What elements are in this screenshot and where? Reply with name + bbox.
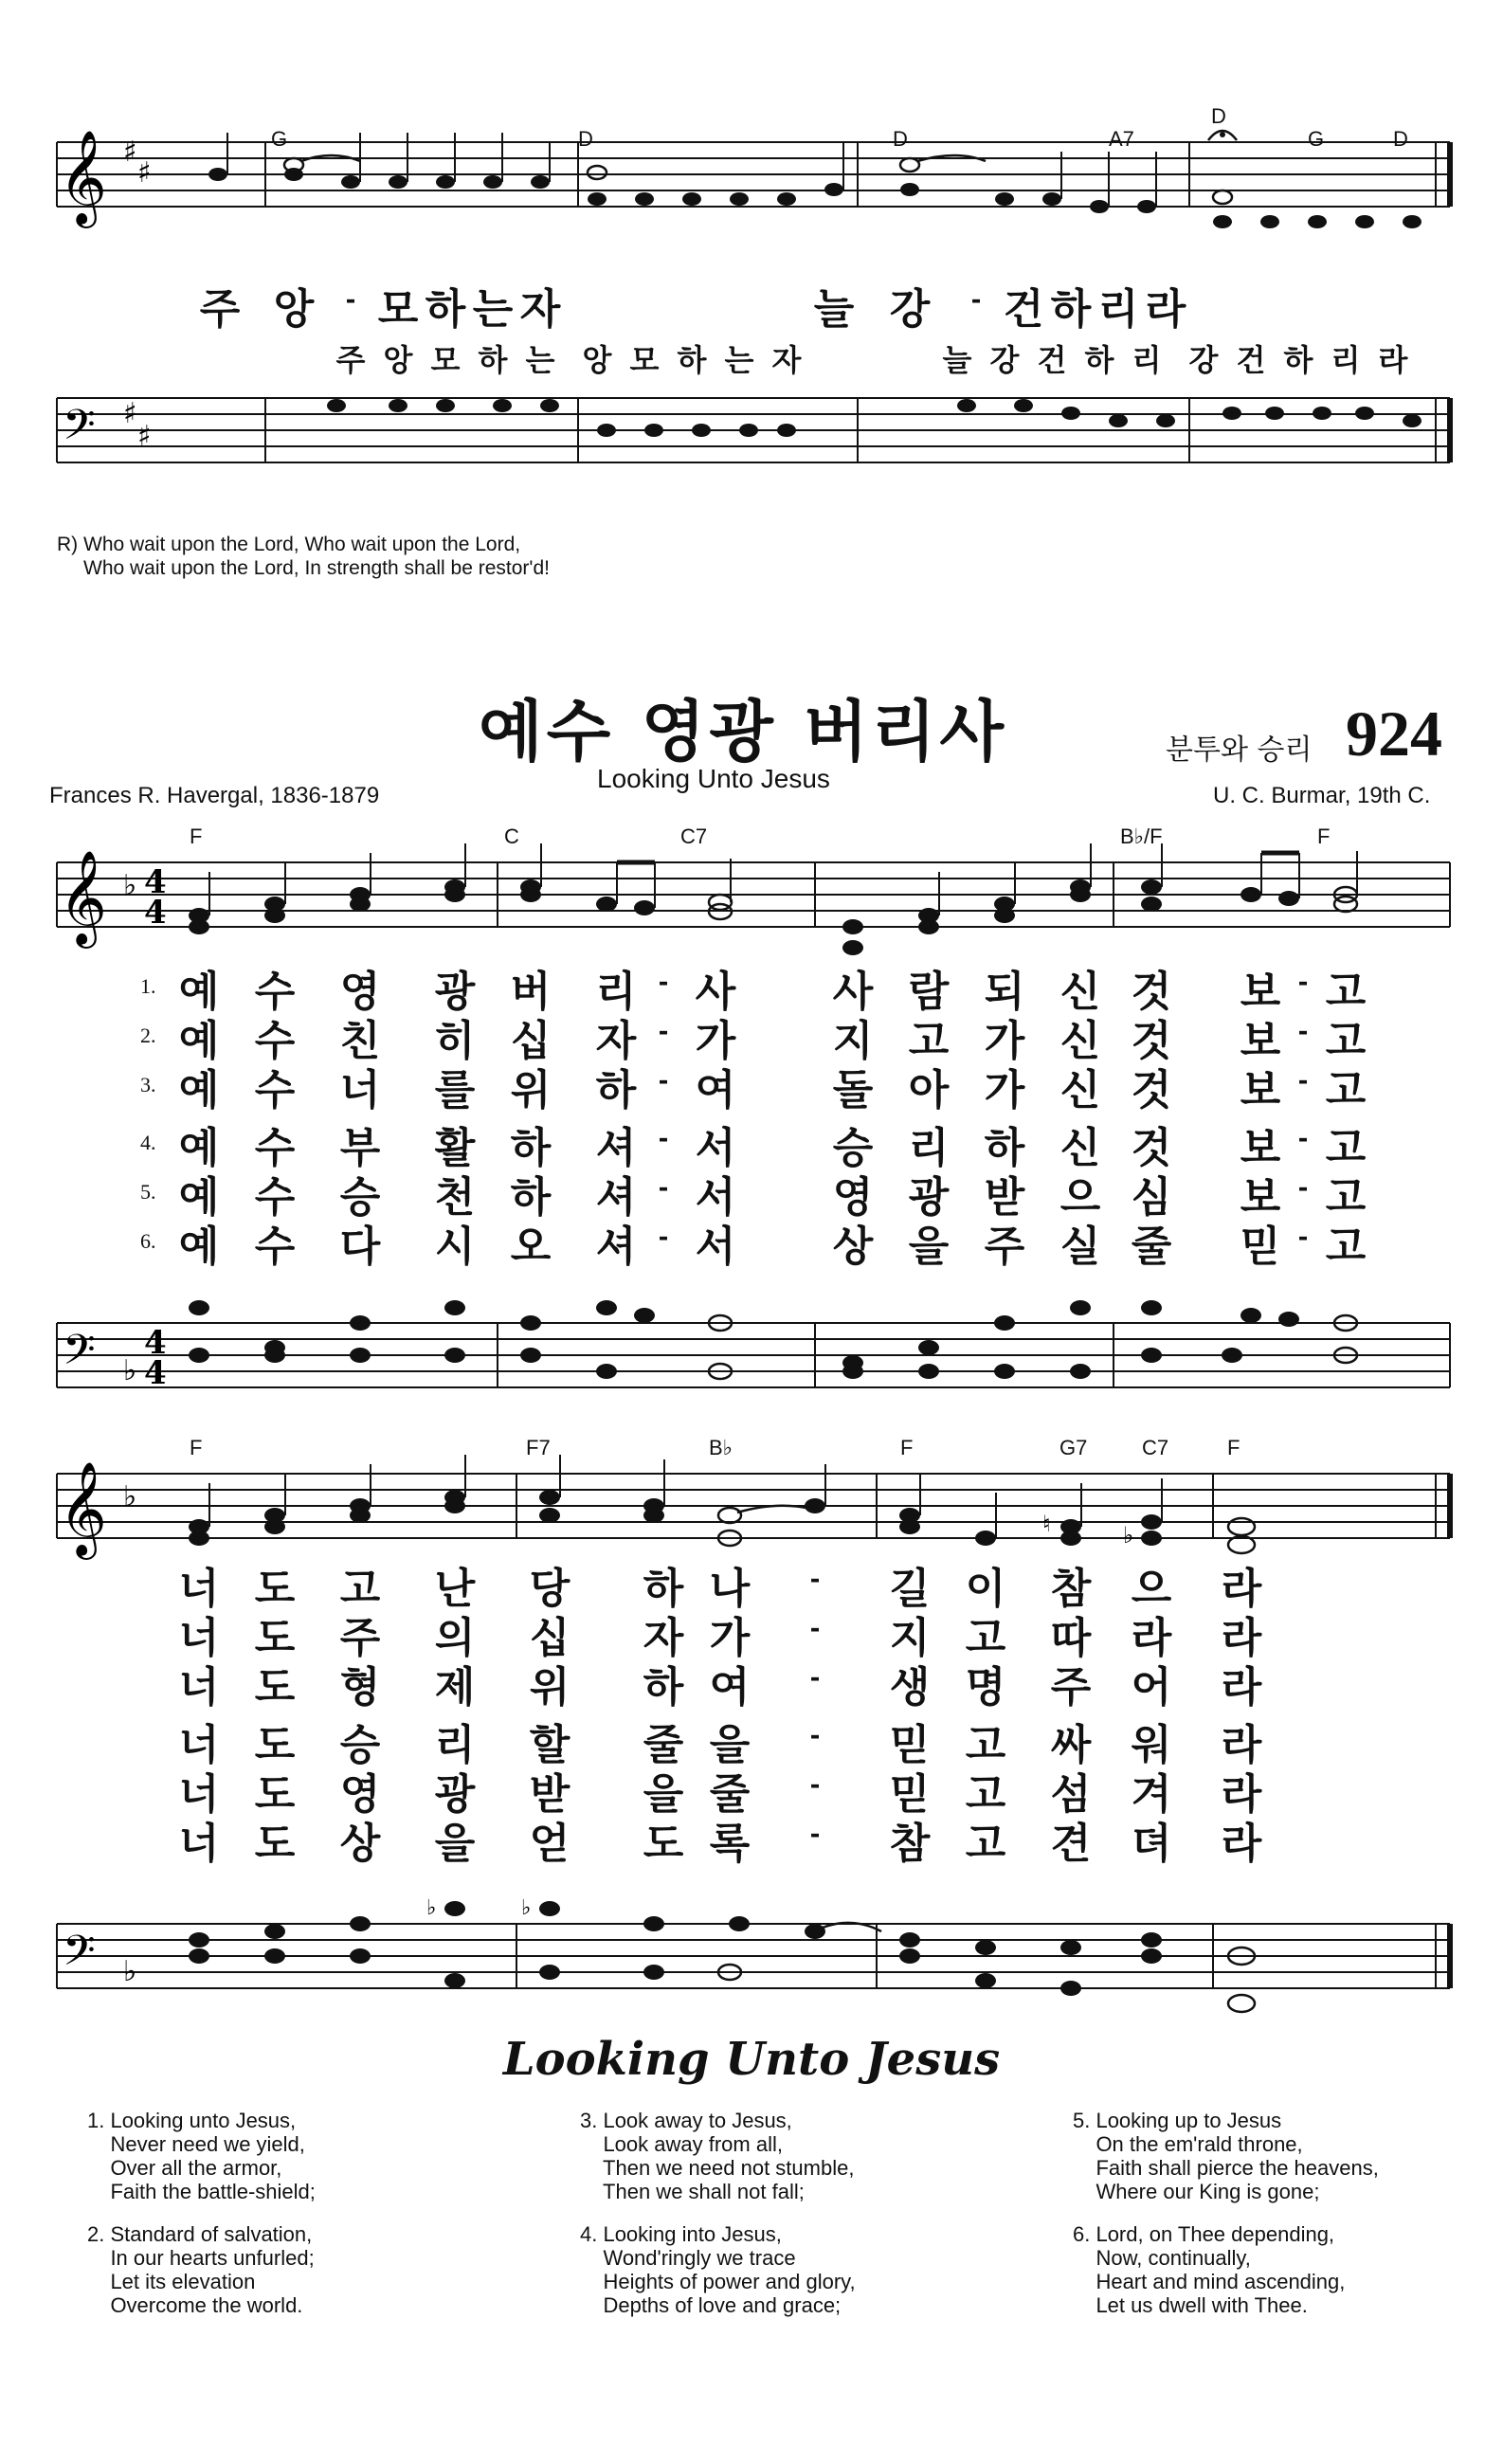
lyricist-credit: Frances R. Havergal, 1836-1879 bbox=[49, 783, 380, 808]
svg-text:𝄞: 𝄞 bbox=[59, 1461, 107, 1556]
syllable: 도 bbox=[254, 1565, 296, 1613]
syllable: 라 bbox=[1145, 285, 1186, 334]
syllable: - bbox=[345, 286, 356, 315]
syllable: 하 bbox=[425, 285, 466, 334]
chord: F bbox=[190, 824, 203, 848]
syllable: 하 bbox=[643, 1663, 684, 1712]
syllable: 것 bbox=[1131, 968, 1172, 1016]
verse-row bbox=[0, 1711, 1503, 1767]
syllable: 람 bbox=[908, 968, 950, 1016]
syllable: 강 bbox=[989, 342, 1020, 378]
syllable: 하 bbox=[1084, 342, 1114, 378]
syllable: 리 bbox=[908, 1124, 950, 1172]
syllable: 늘 bbox=[813, 285, 855, 334]
hymn-subtitle: Looking Unto Jesus bbox=[597, 764, 830, 793]
syllable: 지 bbox=[889, 1614, 931, 1662]
syllable: 명 bbox=[965, 1663, 1006, 1712]
syllable: 건 bbox=[1003, 285, 1044, 334]
syllable: 고 bbox=[339, 1565, 381, 1613]
chord: C7 bbox=[1142, 1436, 1169, 1459]
syllable: - bbox=[1297, 1067, 1309, 1096]
syllable: 하 bbox=[643, 1565, 684, 1613]
syllable: 서 bbox=[695, 1124, 736, 1172]
svg-text:♯: ♯ bbox=[123, 136, 137, 169]
refrain-english bbox=[57, 533, 550, 580]
syllable: - bbox=[809, 1664, 821, 1693]
syllable: 하 bbox=[677, 342, 707, 378]
syllable: 라 bbox=[1221, 1721, 1262, 1769]
syllable: 수 bbox=[254, 1017, 296, 1065]
syllable: 줄 bbox=[643, 1721, 684, 1769]
chord: G7 bbox=[1059, 1436, 1088, 1459]
syllable: 시 bbox=[434, 1223, 476, 1271]
syllable: 수 bbox=[254, 968, 296, 1016]
syllable: 앙 bbox=[273, 285, 315, 334]
syllable: 수 bbox=[254, 1223, 296, 1271]
syllable: 너 bbox=[339, 1066, 381, 1114]
syllable: 신 bbox=[1059, 1066, 1101, 1114]
syllable: 사 bbox=[832, 968, 874, 1016]
syllable: 고 bbox=[1325, 1124, 1367, 1172]
verse-row bbox=[0, 1056, 1503, 1113]
syllable: - bbox=[809, 1771, 821, 1800]
syllable: - bbox=[1297, 1174, 1309, 1203]
syllable: 수 bbox=[254, 1173, 296, 1222]
syllable: - bbox=[809, 1821, 821, 1849]
syllable: 예 bbox=[178, 1223, 220, 1271]
syllable: 모 bbox=[377, 285, 419, 334]
syllable: 리 bbox=[595, 968, 637, 1016]
syllable: 따 bbox=[1050, 1614, 1092, 1662]
syllable: 도 bbox=[254, 1770, 296, 1819]
syllable: 리 bbox=[1097, 285, 1139, 334]
syllable: 난 bbox=[434, 1565, 476, 1613]
syllable: 상 bbox=[339, 1820, 381, 1868]
syllable: 라 bbox=[1221, 1565, 1262, 1613]
syllable: 어 bbox=[1131, 1663, 1172, 1712]
verse-row bbox=[0, 1163, 1503, 1220]
syllable: 주 bbox=[1050, 1663, 1092, 1712]
syllable: 가 bbox=[984, 1066, 1025, 1114]
syllable: 예 bbox=[178, 968, 220, 1016]
chord: F bbox=[190, 1436, 203, 1459]
syllable: 형 bbox=[339, 1663, 381, 1712]
chord: F bbox=[900, 1436, 914, 1459]
syllable: 이 bbox=[965, 1565, 1006, 1613]
syllable: 오 bbox=[510, 1223, 552, 1271]
english-title: Looking Unto Jesus bbox=[502, 2033, 1001, 2086]
syllable: 늘 bbox=[942, 342, 972, 378]
verse-row bbox=[0, 1554, 1503, 1611]
syllable: - bbox=[809, 1722, 821, 1750]
syllable: 수 bbox=[254, 1066, 296, 1114]
svg-text:4: 4 bbox=[144, 863, 167, 901]
syllable: 믿 bbox=[889, 1721, 931, 1769]
syllable: 자 bbox=[643, 1614, 684, 1662]
syllable: 으 bbox=[1059, 1173, 1101, 1222]
syllable: - bbox=[1297, 1223, 1309, 1252]
syllable: 영 bbox=[832, 1173, 874, 1222]
syllable: 고 bbox=[965, 1820, 1006, 1868]
syllable: 주 bbox=[339, 1614, 381, 1662]
svg-text:♭: ♭ bbox=[521, 1896, 532, 1920]
svg-text:♭: ♭ bbox=[426, 1896, 437, 1920]
syllable: - bbox=[658, 1174, 669, 1203]
syllable: 리 bbox=[1132, 342, 1162, 378]
syllable: 싸 bbox=[1050, 1721, 1092, 1769]
syllable: 을 bbox=[709, 1721, 751, 1769]
syllable: 는 bbox=[525, 342, 555, 378]
syllable: 을 bbox=[643, 1770, 684, 1819]
syllable: 하 bbox=[478, 342, 508, 378]
syllable: 위 bbox=[510, 1066, 552, 1114]
syllable: 보 bbox=[1240, 1124, 1281, 1172]
top-chord: D bbox=[578, 127, 593, 151]
syllable: 것 bbox=[1131, 1066, 1172, 1114]
syllable: 라 bbox=[1378, 342, 1408, 378]
top-chord: G bbox=[271, 127, 288, 151]
syllable: 광 bbox=[908, 1173, 950, 1222]
syllable: 아 bbox=[908, 1066, 950, 1114]
syllable: 라 bbox=[1221, 1614, 1262, 1662]
syllable: 도 bbox=[643, 1820, 684, 1868]
syllable: 제 bbox=[434, 1663, 476, 1712]
syllable: 도 bbox=[254, 1614, 296, 1662]
svg-text:𝄢: 𝄢 bbox=[63, 400, 96, 460]
syllable: 받 bbox=[984, 1173, 1025, 1222]
syllable: 나 bbox=[709, 1565, 751, 1613]
syllable: 셔 bbox=[595, 1223, 637, 1271]
syllable: 여 bbox=[709, 1663, 751, 1712]
syllable: 모 bbox=[629, 342, 660, 378]
syllable: 자 bbox=[519, 285, 561, 334]
syllable: 는 bbox=[724, 342, 754, 378]
syllable: 라 bbox=[1221, 1820, 1262, 1868]
syllable: 보 bbox=[1240, 968, 1281, 1016]
syllable: 을 bbox=[908, 1223, 950, 1271]
syllable: 승 bbox=[339, 1721, 381, 1769]
syllable: 신 bbox=[1059, 1124, 1101, 1172]
syllable: 도 bbox=[254, 1820, 296, 1868]
top-chord: D bbox=[893, 127, 908, 151]
syllable: 가 bbox=[984, 1017, 1025, 1065]
syllable: 버 bbox=[510, 968, 552, 1016]
syllable: 가 bbox=[709, 1614, 751, 1662]
syllable: 자 bbox=[595, 1017, 637, 1065]
syllable: 너 bbox=[178, 1721, 220, 1769]
syllable: 믿 bbox=[1240, 1223, 1281, 1271]
syllable: 다 bbox=[339, 1223, 381, 1271]
syllable: 실 bbox=[1059, 1223, 1101, 1271]
hymn-category: 분투와 승리 bbox=[1166, 734, 1313, 767]
svg-text:♮: ♮ bbox=[1042, 1511, 1051, 1537]
syllable: 길 bbox=[889, 1565, 931, 1613]
syllable: 영 bbox=[339, 1770, 381, 1819]
system2-bass-staff bbox=[0, 1886, 1503, 2028]
syllable: 할 bbox=[529, 1721, 570, 1769]
syllable: 고 bbox=[1325, 1173, 1367, 1222]
syllable: 보 bbox=[1240, 1066, 1281, 1114]
syllable: 십 bbox=[529, 1614, 570, 1662]
verse-number: 5. bbox=[140, 1180, 156, 1204]
syllable: 도 bbox=[254, 1721, 296, 1769]
syllable: 뎌 bbox=[1131, 1820, 1172, 1868]
svg-text:♯: ♯ bbox=[137, 420, 152, 453]
chord: F bbox=[1227, 1436, 1240, 1459]
svg-text:4: 4 bbox=[144, 894, 167, 932]
syllable: 강 bbox=[1188, 342, 1219, 378]
syllable: 셔 bbox=[595, 1173, 637, 1222]
syllable: - bbox=[809, 1615, 821, 1643]
syllable: 하 bbox=[1283, 342, 1313, 378]
syllable: 천 bbox=[434, 1173, 476, 1222]
chord: B♭ bbox=[709, 1436, 733, 1459]
syllable: 주 bbox=[335, 342, 366, 378]
syllable: 리 bbox=[1331, 342, 1361, 378]
syllable: 보 bbox=[1240, 1173, 1281, 1222]
syllable: 예 bbox=[178, 1017, 220, 1065]
syllable: 참 bbox=[1050, 1565, 1092, 1613]
verse-row bbox=[0, 1603, 1503, 1660]
verse-row bbox=[0, 1809, 1503, 1866]
verse-row bbox=[0, 1653, 1503, 1710]
verses-second-half bbox=[0, 1554, 1503, 1867]
syllable: 상 bbox=[832, 1223, 874, 1271]
verse-row bbox=[0, 1212, 1503, 1269]
syllable: 는 bbox=[472, 285, 514, 334]
syllable: 얻 bbox=[529, 1820, 570, 1868]
syllable: 너 bbox=[178, 1770, 220, 1819]
syllable: 받 bbox=[529, 1770, 570, 1819]
syllable: - bbox=[658, 1125, 669, 1153]
syllable: 여 bbox=[695, 1066, 736, 1114]
svg-text:♭: ♭ bbox=[123, 869, 137, 902]
syllable: 것 bbox=[1131, 1017, 1172, 1065]
syllable: 예 bbox=[178, 1124, 220, 1172]
verse-number: 4. bbox=[140, 1131, 156, 1154]
syllable: 승 bbox=[339, 1173, 381, 1222]
syllable: 고 bbox=[965, 1721, 1006, 1769]
syllable: 가 bbox=[695, 1017, 736, 1065]
syllable: 주 bbox=[984, 1223, 1025, 1271]
syllable: 리 bbox=[434, 1721, 476, 1769]
chord: C7 bbox=[680, 824, 708, 848]
syllable: 것 bbox=[1131, 1124, 1172, 1172]
system1-treble-staff bbox=[0, 824, 1503, 976]
top-lyrics-main bbox=[0, 275, 1503, 332]
syllable: 생 bbox=[889, 1663, 931, 1712]
syllable: 록 bbox=[709, 1820, 751, 1868]
syllable: 하 bbox=[984, 1124, 1025, 1172]
syllable: 고 bbox=[1325, 1223, 1367, 1271]
svg-text:𝄢: 𝄢 bbox=[63, 1926, 96, 1985]
syllable: 믿 bbox=[889, 1770, 931, 1819]
syllable: 고 bbox=[965, 1770, 1006, 1819]
svg-text:𝄞: 𝄞 bbox=[59, 850, 107, 945]
syllable: 을 bbox=[434, 1820, 476, 1868]
syllable: - bbox=[1297, 969, 1309, 997]
syllable: - bbox=[658, 1018, 669, 1046]
verse-row bbox=[0, 957, 1503, 1014]
syllable: 서 bbox=[695, 1173, 736, 1222]
verse-number: 2. bbox=[140, 1024, 156, 1047]
syllable: - bbox=[658, 969, 669, 997]
syllable: 모 bbox=[430, 342, 461, 378]
syllable: 줄 bbox=[1131, 1223, 1172, 1271]
syllable: 광 bbox=[434, 968, 476, 1016]
syllable: 부 bbox=[339, 1124, 381, 1172]
top-chord: D bbox=[1393, 127, 1408, 151]
syllable: 의 bbox=[434, 1614, 476, 1662]
system1-bass-staff bbox=[0, 1270, 1503, 1422]
svg-text:4: 4 bbox=[144, 1324, 167, 1362]
syllable: 자 bbox=[771, 342, 802, 378]
syllable: 고 bbox=[908, 1017, 950, 1065]
syllable: 위 bbox=[529, 1663, 570, 1712]
verse-number: 3. bbox=[140, 1073, 156, 1096]
syllable: 서 bbox=[695, 1223, 736, 1271]
syllable: 고 bbox=[965, 1614, 1006, 1662]
syllable: - bbox=[1297, 1018, 1309, 1046]
syllable: - bbox=[658, 1067, 669, 1096]
syllable: 건 bbox=[1236, 342, 1266, 378]
chord: F bbox=[1317, 824, 1331, 848]
syllable: 견 bbox=[1050, 1820, 1092, 1868]
syllable: - bbox=[658, 1223, 669, 1252]
syllable: 를 bbox=[434, 1066, 476, 1114]
svg-text:♭: ♭ bbox=[123, 1955, 137, 1988]
svg-text:𝄞: 𝄞 bbox=[59, 130, 107, 225]
syllable: 참 bbox=[889, 1820, 931, 1868]
syllable: 겨 bbox=[1131, 1770, 1172, 1819]
syllable: 주 bbox=[199, 285, 241, 334]
syllable: 수 bbox=[254, 1124, 296, 1172]
syllable: 하 bbox=[510, 1173, 552, 1222]
syllable: 라 bbox=[1221, 1663, 1262, 1712]
svg-text:♭: ♭ bbox=[1123, 1522, 1134, 1549]
syllable: - bbox=[809, 1566, 821, 1594]
syllable: 앙 bbox=[582, 342, 612, 378]
hymn-title: 예수 영광 버리사 bbox=[479, 693, 1008, 770]
syllable: 너 bbox=[178, 1663, 220, 1712]
english-stanza: 1. Looking unto Jesus, Never need we yield, Over all the armor, Faith the battle-shield; bbox=[87, 2109, 316, 2203]
chord: B♭/F bbox=[1120, 824, 1163, 848]
syllable: 보 bbox=[1240, 1017, 1281, 1065]
syllable: 으 bbox=[1131, 1565, 1172, 1613]
syllable: 워 bbox=[1131, 1721, 1172, 1769]
syllable: 돌 bbox=[832, 1066, 874, 1114]
verse-row bbox=[0, 1760, 1503, 1817]
refrain-line: Who wait upon the Lord, In strength shall be restor'd! bbox=[83, 557, 550, 579]
syllable: 하 bbox=[595, 1066, 637, 1114]
syllable: 하 bbox=[1050, 285, 1092, 334]
syllable: 신 bbox=[1059, 1017, 1101, 1065]
svg-text:♯: ♯ bbox=[123, 397, 137, 430]
syllable: 너 bbox=[178, 1820, 220, 1868]
syllable: 심 bbox=[1131, 1173, 1172, 1222]
syllable: 예 bbox=[178, 1173, 220, 1222]
svg-text:𝄢: 𝄢 bbox=[63, 1325, 96, 1385]
syllable: 건 bbox=[1037, 342, 1067, 378]
syllable: 강 bbox=[889, 285, 931, 334]
syllable: - bbox=[970, 286, 982, 315]
syllable: 라 bbox=[1221, 1770, 1262, 1819]
hymn-number: 924 bbox=[1346, 698, 1442, 770]
syllable: 고 bbox=[1325, 968, 1367, 1016]
refrain-line: R) Who wait upon the Lord, Who wait upon the Lord, bbox=[57, 534, 521, 555]
syllable: 지 bbox=[832, 1017, 874, 1065]
syllable: - bbox=[1297, 1125, 1309, 1153]
syllable: 신 bbox=[1059, 968, 1101, 1016]
verse-row bbox=[0, 1006, 1503, 1063]
svg-text:♯: ♯ bbox=[137, 156, 152, 190]
syllable: 너 bbox=[178, 1614, 220, 1662]
syllable: 친 bbox=[339, 1017, 381, 1065]
chord: F7 bbox=[526, 1436, 551, 1459]
svg-text:4: 4 bbox=[144, 1354, 167, 1392]
syllable: 승 bbox=[832, 1124, 874, 1172]
english-stanza: 2. Standard of salvation, In our hearts unfurled; Let its elevation Overcome the world. bbox=[87, 2222, 315, 2317]
top-chord: A7 bbox=[1109, 127, 1134, 151]
syllable: 줄 bbox=[709, 1770, 751, 1819]
composer-credit: U. C. Burmar, 19th C. bbox=[1213, 783, 1431, 808]
syllable: 광 bbox=[434, 1770, 476, 1819]
syllable: 도 bbox=[254, 1663, 296, 1712]
syllable: 고 bbox=[1325, 1017, 1367, 1065]
svg-text:♭: ♭ bbox=[123, 1354, 137, 1387]
english-stanza: 4. Looking into Jesus, Wond'ringly we trace Heights of power and glory, Depths of love and grace; bbox=[580, 2222, 856, 2317]
syllable: 라 bbox=[1131, 1614, 1172, 1662]
top-chord: G bbox=[1308, 127, 1325, 151]
syllable: 너 bbox=[178, 1565, 220, 1613]
syllable: 사 bbox=[695, 968, 736, 1016]
syllable: 예 bbox=[178, 1066, 220, 1114]
syllable: 당 bbox=[529, 1565, 570, 1613]
syllable: 셔 bbox=[595, 1124, 637, 1172]
chord: C bbox=[504, 824, 519, 848]
english-stanza: 5. Looking up to Jesus On the em'rald throne, Faith shall pierce the heavens, Where our King is gone; bbox=[1073, 2109, 1379, 2203]
syllable: 활 bbox=[434, 1124, 476, 1172]
syllable: 히 bbox=[434, 1017, 476, 1065]
verse-number: 6. bbox=[140, 1229, 156, 1253]
syllable: 고 bbox=[1325, 1066, 1367, 1114]
top-chord: D bbox=[1211, 104, 1226, 128]
syllable: 되 bbox=[984, 968, 1025, 1016]
syllable: 십 bbox=[510, 1017, 552, 1065]
svg-text:♭: ♭ bbox=[123, 1480, 137, 1513]
verse-number: 1. bbox=[140, 974, 156, 998]
english-stanza: 3. Look away to Jesus, Look away from all, Then we need not stumble, Then we shall not fall; bbox=[580, 2109, 855, 2203]
syllable: 하 bbox=[510, 1124, 552, 1172]
english-stanza: 6. Lord, on Thee depending, Now, continually, Heart and mind ascending, Let us dwell with Thee. bbox=[1073, 2222, 1346, 2317]
syllable: 앙 bbox=[383, 342, 413, 378]
syllable: 섬 bbox=[1050, 1770, 1092, 1819]
verses-first-half bbox=[0, 957, 1503, 1270]
verse-row bbox=[0, 1114, 1503, 1170]
syllable: 영 bbox=[339, 968, 381, 1016]
